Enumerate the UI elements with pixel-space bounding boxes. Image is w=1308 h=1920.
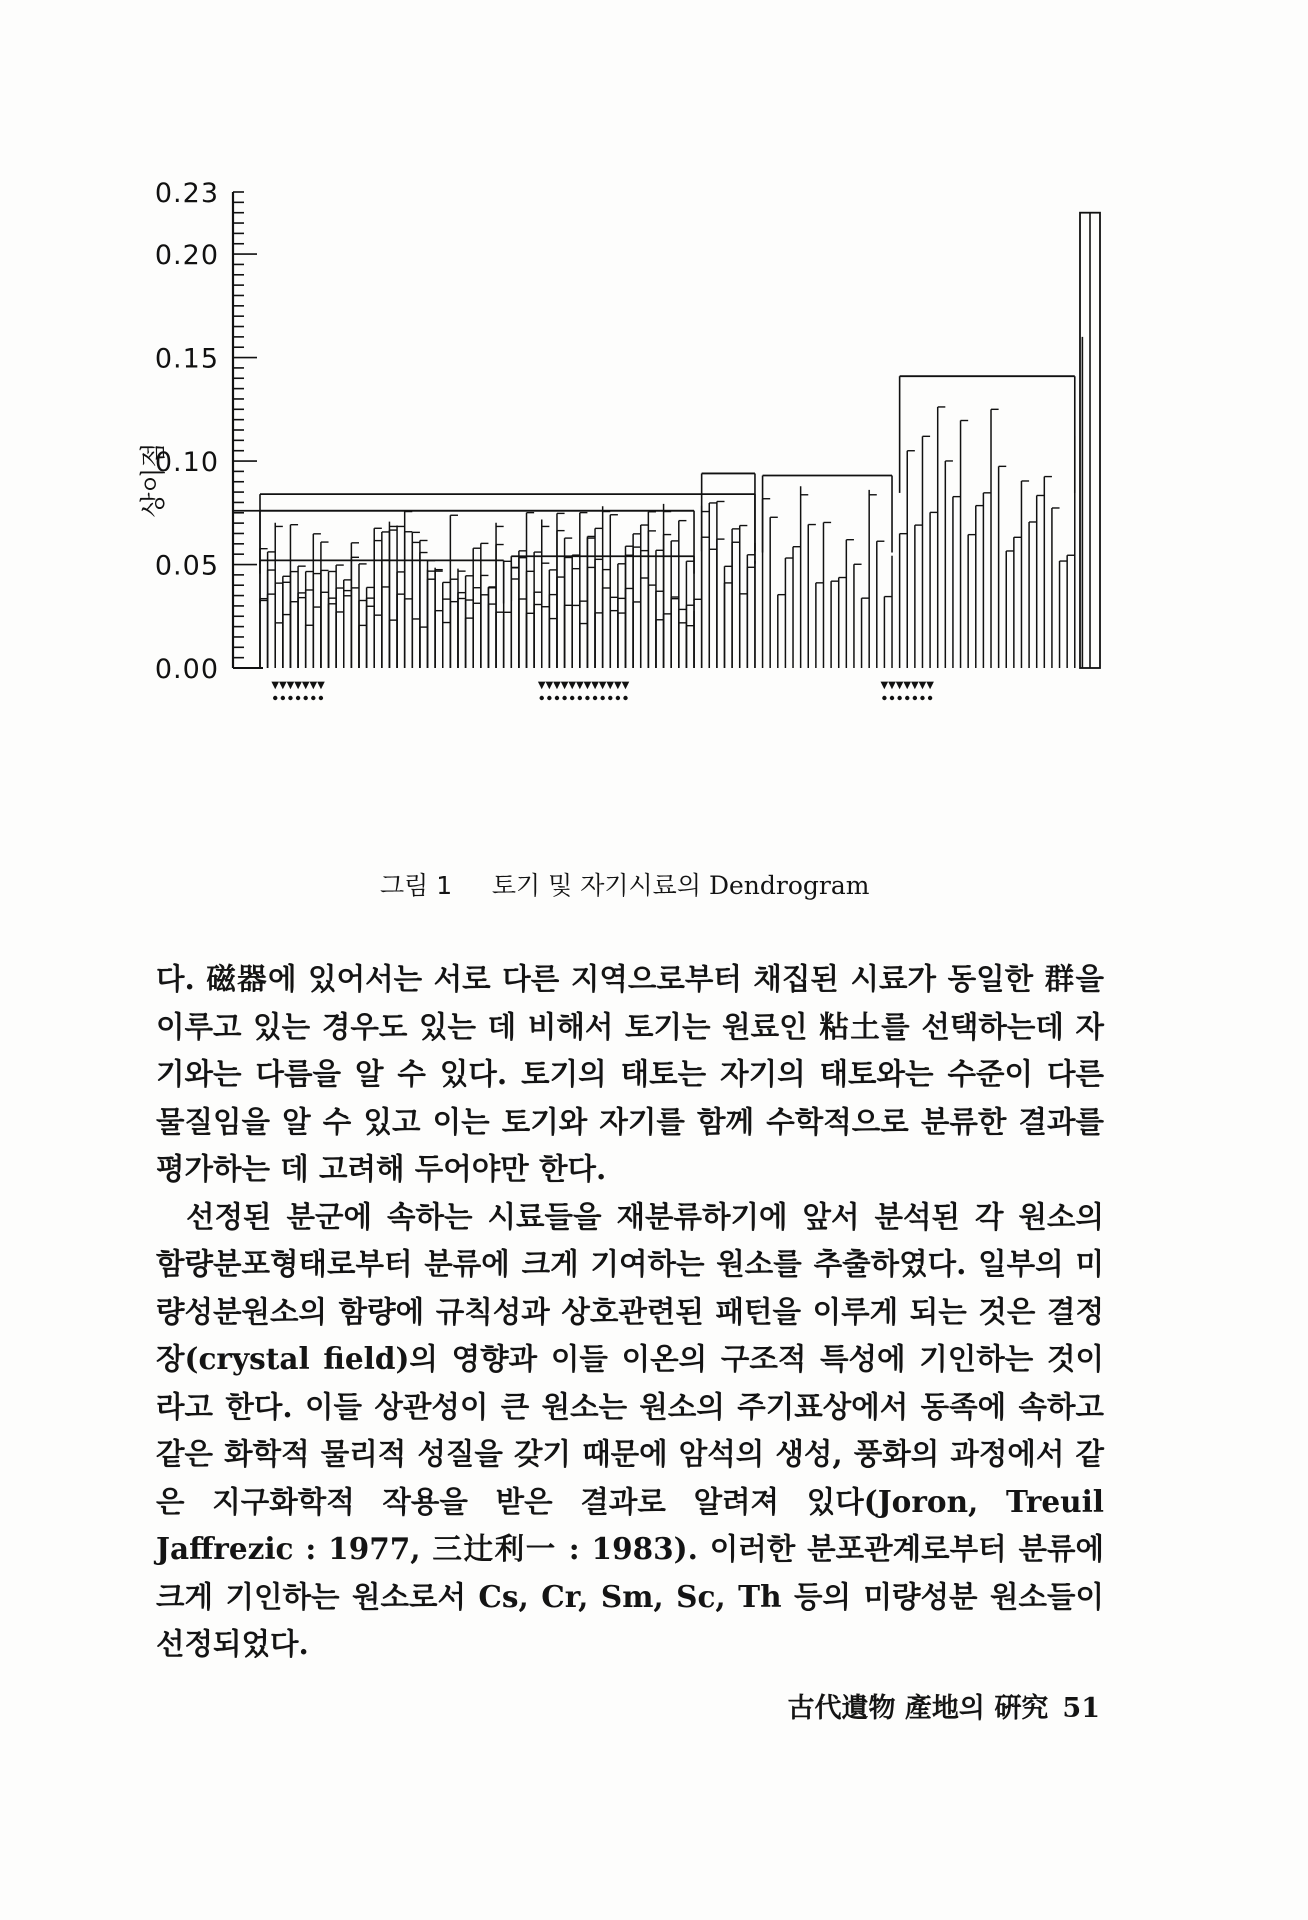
leaf-dot	[578, 696, 582, 700]
y-tick-label: 0.10	[154, 447, 219, 479]
y-axis-label: 상이점	[139, 442, 169, 518]
dendrogram-figure	[120, 180, 1120, 860]
y-tick-label: 0.15	[154, 343, 219, 375]
leaf-marker: ▼	[553, 680, 561, 691]
leaf-marker: ▼	[606, 680, 615, 691]
leaf-marker: ▼	[888, 680, 896, 691]
leaf-dot	[623, 696, 627, 700]
leaf-marker: ▼	[895, 680, 904, 691]
leaf-dot	[562, 696, 566, 700]
leaf-marker: ▼	[545, 680, 554, 691]
leaf-dot	[585, 696, 589, 700]
leaf-marker: ▼	[301, 680, 310, 691]
leaf-marker: ▼	[926, 680, 934, 691]
leaf-marker: ▼	[278, 680, 287, 691]
leaf-dot	[913, 696, 917, 700]
caption-term: Dendrogram	[708, 871, 870, 900]
paragraph-2: 선정된 분군에 속하는 시료들을 재분류하기에 앞서 분석된 각 원소의 함량분포형태로부터 분류에 크게 기여하는 원소를 추출하였다. 일부의 미량성분원소의 함량에 규칙성과 상호관련된 패턴을 이루게 되는 것은 결정장(crystal field)의 영향과 이들 이온의 구조적 특성에 기인하는 것이라고 한다. 이들 상관성이 큰 원소는 원소의 주기표상에서 동족에 속하고 같은 화학적 물리적 성질을 갖기 때문에 암석의 생성, 풍화의 과정에서 같은 지구화학적 작용을 받은 결과로 알려져 있다(Joron, Treuil Jaffrezic : 1977, 三辻利一 : 1983). 이러한 분포관계로부터 분류에 크게 기인하는 원소로서 Cs, Cr, Sm, Sc, Th 등의 미량성분 원소들이 선정되었다.	[156, 1198, 1104, 1661]
leaf-marker: ▼	[294, 680, 302, 691]
leaf-dot	[616, 696, 620, 700]
leaf-dot	[555, 696, 559, 700]
leaf-marker: ▼	[903, 680, 912, 691]
leaf-marker: ▼	[614, 680, 622, 691]
figure-caption	[380, 866, 980, 902]
leaf-marker: ▼	[591, 680, 599, 691]
leaf-marker: ▼	[309, 680, 318, 691]
leaf-dot	[547, 696, 551, 700]
leaf-marker: ▼	[560, 680, 569, 691]
y-axis	[155, 180, 263, 685]
paragraph-1: 다. 磁器에 있어서는 서로 다른 지역으로부터 채집된 시료가 동일한 群을 이루고 있는 경우도 있는 데 비해서 토기는 원료인 粘土를 선택하는데 자기와는 다름을 알 수 있다. 토기의 태토는 자기의 태토와는 수준이 다른 물질임을 알 수 있고 이는 토기와 자기를 함께 수학적으로 분류한 결과를 평가하는 데 고려해 두어야만 한다.	[156, 961, 1104, 1186]
leaf-marker: ▼	[271, 680, 280, 691]
leaf-marker: ▼	[575, 680, 584, 691]
leaf-marker: ▼	[286, 680, 295, 691]
running-title: 古代遺物 產地의 硏究	[787, 1693, 1049, 1724]
dendrogram-tree	[233, 213, 1100, 668]
leaf-dot	[311, 696, 315, 700]
dendrogram-chart	[120, 180, 1120, 860]
leaf-dot	[319, 696, 323, 700]
leaf-dot	[288, 696, 292, 700]
leaf-marker: ▼	[317, 680, 325, 691]
leaf-dot	[890, 696, 894, 700]
y-tick-label: 0.20	[154, 240, 219, 272]
leaf-dot	[281, 696, 285, 700]
leaf-dot	[920, 696, 924, 700]
y-tick-label: 0.00	[154, 654, 219, 685]
leaf-dot	[570, 696, 574, 700]
leaf-marker: ▼	[568, 680, 577, 691]
leaf-marker: ▼	[880, 680, 889, 691]
leaf-dot	[540, 696, 544, 700]
leaf-marker: ▼	[911, 680, 919, 691]
leaf-markers	[271, 680, 934, 700]
caption-label: 그림 1	[380, 871, 453, 900]
leaf-dot	[928, 696, 932, 700]
leaf-dot	[303, 696, 307, 700]
page-number: 51	[1062, 1693, 1100, 1724]
body-text	[156, 955, 1104, 1668]
leaf-dot	[905, 696, 909, 700]
leaf-dot	[273, 696, 277, 700]
leaf-marker: ▼	[621, 680, 630, 691]
leaf-dot	[600, 696, 604, 700]
caption-text: 토기 및 자기시료의	[491, 871, 701, 900]
running-footer	[760, 1686, 1100, 1725]
leaf-marker: ▼	[583, 680, 592, 691]
leaf-marker: ▼	[537, 680, 546, 691]
y-tick-label: 0.23	[154, 180, 219, 209]
leaf-dot	[593, 696, 597, 700]
y-tick-label: 0.05	[154, 550, 219, 582]
leaf-dot	[897, 696, 901, 700]
leaf-dot	[296, 696, 300, 700]
leaf-dot	[882, 696, 886, 700]
leaf-dot	[608, 696, 612, 700]
leaf-marker: ▼	[598, 680, 607, 691]
leaf-marker: ▼	[918, 680, 927, 691]
